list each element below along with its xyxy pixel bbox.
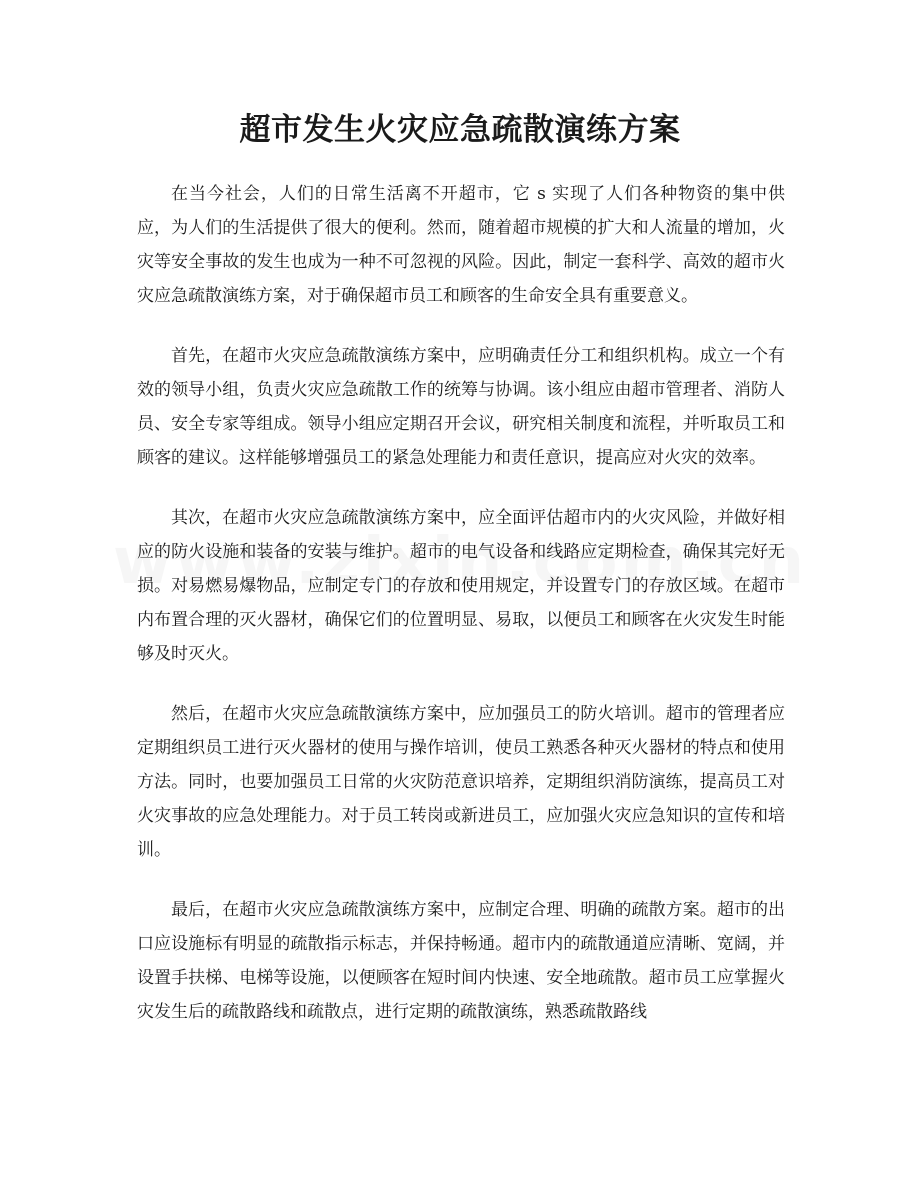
document-body	[137, 177, 785, 1055]
paragraph-third: 然后，在超市火灾应急疏散演练方案中，应加强员工的防火培训。超市的管理者应定期组织员工进行灭火器材的使用与操作培训，使员工熟悉各种灭火器材的特点和使用方法。同时，也要加强员工日常的火灾防范意识培养，定期组织消防演练，提高员工对火灾事故的应急处理能力。对于员工转岗或新进员工，应加强火灾应急知识的宣传和培训。	[137, 704, 785, 860]
paragraph-first: 首先，在超市火灾应急疏散演练方案中，应明确责任分工和组织机构。成立一个有效的领导小组，负责火灾应急疏散工作的统筹与协调。该小组应由超市管理者、消防人员、安全专家等组成。领导小组应定期召开会议，研究相关制度和流程，并听取员工和顾客的建议。这样能够增强员工的紧急处理能力和责任意识，提高应对火灾的效率。	[137, 346, 785, 468]
paragraph-last: 最后，在超市火灾应急疏散演练方案中，应制定合理、明确的疏散方案。超市的出口应设施标有明显的疏散指示标志，并保持畅通。超市内的疏散通道应清晰、宽阔，并设置手扶梯、电梯等设施，以便顾客在短时间内快速、安全地疏散。超市员工应掌握火灾发生后的疏散路线和疏散点，进行定期的疏散演练，熟悉疏散路线	[137, 900, 785, 1022]
paragraph-second: 其次，在超市火灾应急疏散演练方案中，应全面评估超市内的火灾风险，并做好相应的防火设施和装备的安装与维护。超市的电气设备和线路应定期检查，确保其完好无损。对易燃易爆物品，应制定专门的存放和使用规定，并设置专门的存放区域。在超市内布置合理的灭火器材，确保它们的位置明显、易取，以便员工和顾客在火灾发生时能够及时灭火。	[137, 508, 785, 664]
page-title: 超市发生火灾应急疏散演练方案	[239, 112, 681, 148]
paragraph-intro: 在当今社会，人们的日常生活离不开超市，它 s 实现了人们各种物资的集中供应，为人们的生活提供了很大的便利。然而，随着超市规模的扩大和人流量的增加，火灾等安全事故的发生也成为一种不可忽视的风险。因此，制定一套科学、高效的超市火灾应急疏散演练方案，对于确保超市员工和顾客的生命安全具有重要意义。	[137, 184, 785, 306]
